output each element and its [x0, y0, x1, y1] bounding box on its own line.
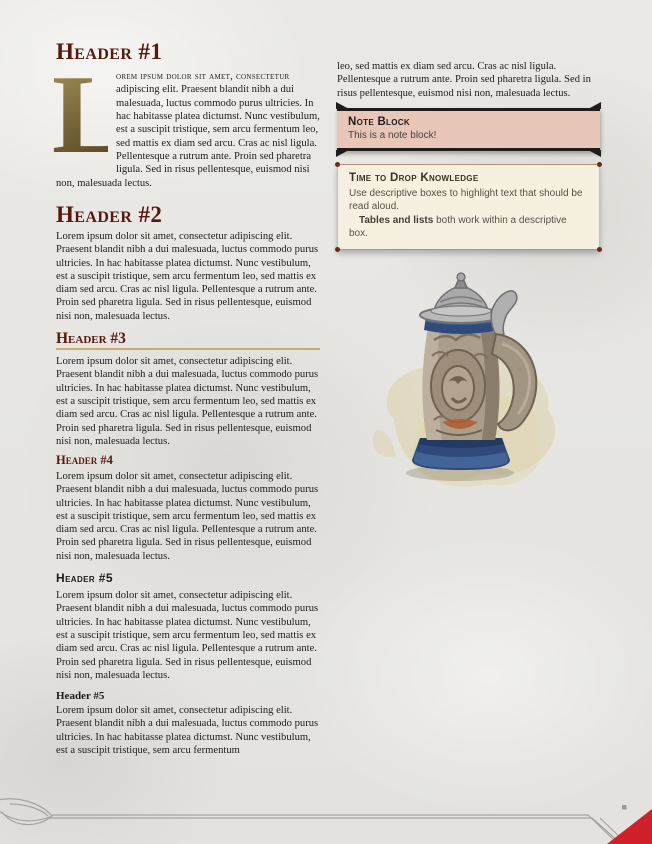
header-5: Header #5 — [56, 570, 113, 585]
header-4: Header #4 — [56, 453, 113, 468]
drop-cap-letter: L — [52, 53, 127, 178]
paragraph: Lorem ipsum dolor sit amet, consectetur adipiscing elit. Praesent blandit nibh a dui malesuada, luctus commodo purus ultricies. In hac habitasse platea dictumst. Nunc vestibulum, est a suscipit tristique, sem arcu fermentum leo, sed mattis ex diam sed arcu. Cras ac nisl ligula. Pellentesque a rutrum ante. Proin sed pharetra ligula. Sed in risus pellentesque, euismod nisi non, malesuada lectus. — [56, 230, 319, 322]
line2-rest: both work within a descriptive box. — [349, 214, 567, 239]
beer-stein-svg — [356, 270, 582, 502]
corner-dot — [597, 162, 602, 167]
paragraph: Lorem ipsum dolor sit amet, consectetur adipiscing elit. Praesent blandit nibh a dui malesuada, luctus commodo purus ultricies. In hac habitasse platea dictumst. Nunc vestibulum, est a suscipit tristique, sem arcu fermentum leo, sed mattis ex diam sed arcu. Cras ac nisl ligula. Pellentesque a rutrum ante. Proin sed pharetra ligula. Sed in risus pellentesque, euismod nisi non, malesuada lectus. — [56, 590, 319, 681]
bold-lead: Tables and lists — [359, 214, 434, 226]
lead-smallcaps-text: orem ipsum dolor sit amet, consectetur — [116, 71, 290, 83]
note-body: This is a note block! — [348, 129, 437, 141]
note-corner-cap — [336, 150, 349, 157]
corner-square — [622, 805, 627, 810]
descriptive-box-line2 — [349, 214, 588, 240]
descriptive-box-line1: Use descriptive boxes to highlight text that should be read aloud. — [349, 187, 583, 212]
note-corner-cap — [588, 150, 601, 157]
paragraph-text: adipiscing elit. Praesent blandit nibh a dui malesuada, luctus commodo purus ultricies. In hac habitasse platea dictumst. Nunc vestibulum, est a suscipit tristique, sem arcu fermentum leo, sed mattis ex diam sed arcu. Cras ac nisl ligula. Pellentesque a rutrum ante. Proin sed pharetra ligula. Sed in risus pellentesque, euismod nisi non, malesuada lectus. — [56, 84, 320, 189]
footer-decoration — [0, 796, 652, 844]
header-2: Header #2 — [56, 201, 163, 227]
corner-dot — [335, 247, 340, 252]
header-1: Header #1 — [56, 39, 163, 64]
paragraph-clipped: Lorem ipsum dolor sit amet, consectetur adipiscing elit. Praesent blandit nibh a dui malesuada, luctus commodo purus ultricies. In hac habitasse platea dictumst. Nunc vestibulum, est a suscipit tristique, sem arcu fermentum — [56, 705, 319, 756]
descriptive-box — [337, 164, 600, 250]
note-corner-cap — [336, 102, 349, 109]
paragraph: Lorem ipsum dolor sit amet, consectetur adipiscing elit. Praesent blandit nibh a dui malesuada, luctus commodo purus ultricies. In hac habitasse platea dictumst. Nunc vestibulum, est a suscipit tristique, sem arcu fermentum leo, sed mattis ex diam sed arcu. Cras ac nisl ligula. Pellentesque a rutrum ante. Proin sed pharetra ligula. Sed in risus pellentesque, euismod nisi non, malesuada lectus. — [56, 356, 319, 447]
header-3: Header #3 — [56, 330, 320, 350]
descriptive-box-title: Time to Drop Knowledge — [349, 171, 479, 184]
note-corner-cap — [588, 102, 601, 109]
beer-stein-illustration — [356, 270, 582, 507]
continuation-paragraph: leo, sed mattis ex diam sed arcu. Cras ac nisl ligula. Pellentesque a rutrum ante. Proin sed pharetra ligula. Sed in risus pellentesque, euismod nisi non, malesuada lectus. — [337, 61, 591, 99]
note-title: Note Block — [348, 115, 410, 128]
corner-dot — [335, 162, 340, 167]
left-column — [52, 0, 320, 763]
paragraph: Lorem ipsum dolor sit amet, consectetur adipiscing elit. Praesent blandit nibh a dui malesuada, luctus commodo purus ultricies. In hac habitasse platea dictumst. Nunc vestibulum, est a suscipit tristique, sem arcu fermentum leo, sed mattis ex diam sed arcu. Cras ac nisl ligula. Pellentesque a rutrum ante. Proin sed pharetra ligula. Sed in risus pellentesque, euismod nisi non, malesuada lectus. — [56, 470, 319, 562]
note-block — [337, 108, 600, 151]
header-5-bold: Header #5 — [56, 690, 105, 703]
right-column — [337, 0, 600, 507]
red-corner-triangle — [607, 809, 652, 844]
corner-dot — [597, 247, 602, 252]
dropcap-paragraph — [52, 53, 320, 190]
